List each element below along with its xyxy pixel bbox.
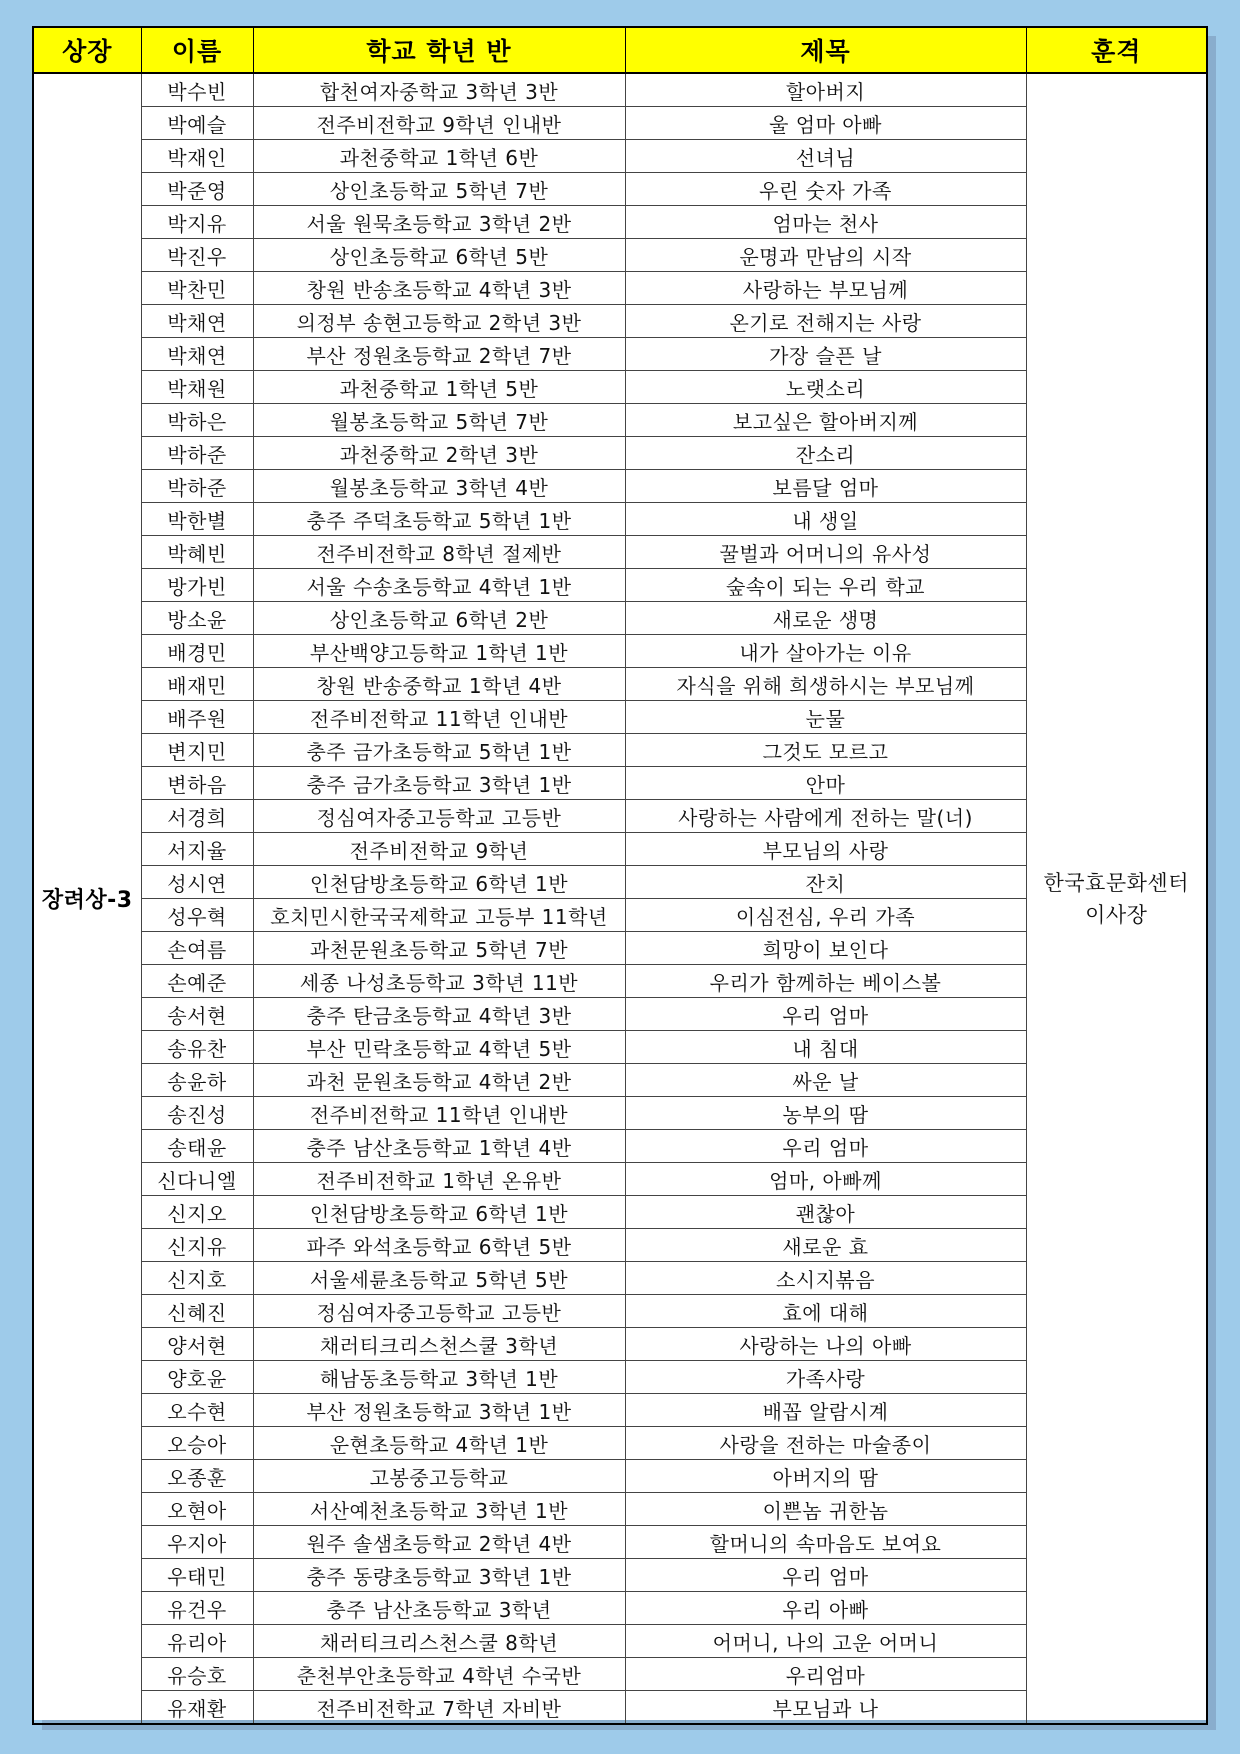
cell-school: 인천담방초등학교 6학년 1반 [253,1196,625,1229]
cell-name: 박진우 [141,239,253,272]
cell-title: 우리 엄마 [625,1559,1026,1592]
cell-school: 창원 반송초등학교 4학년 3반 [253,272,625,305]
cell-school: 전주비전학교 1학년 온유반 [253,1163,625,1196]
cell-school: 의정부 송현고등학교 2학년 3반 [253,305,625,338]
cell-name: 신혜진 [141,1295,253,1328]
cell-name: 오승아 [141,1427,253,1460]
cell-title: 보고싶은 할아버지께 [625,404,1026,437]
cell-name: 송태윤 [141,1130,253,1163]
cell-school: 정심여자중고등학교 고등반 [253,1295,625,1328]
cell-school: 정심여자중고등학교 고등반 [253,800,625,833]
cell-name: 배재민 [141,668,253,701]
cell-title: 배꼽 알람시계 [625,1394,1026,1427]
header-name: 이름 [141,27,253,73]
cell-school: 서울 원묵초등학교 3학년 2반 [253,206,625,239]
cell-name: 박채연 [141,305,253,338]
cell-name: 서경희 [141,800,253,833]
header-school: 학교 학년 반 [253,27,625,73]
cell-title: 온기로 전해지는 사랑 [625,305,1026,338]
table-body [33,73,1207,1724]
cell-school: 월봉초등학교 5학년 7반 [253,404,625,437]
cell-school: 원주 솔샘초등학교 2학년 4반 [253,1526,625,1559]
cell-name: 변하음 [141,767,253,800]
cell-name: 유건우 [141,1592,253,1625]
cell-name: 박준영 [141,173,253,206]
cell-school: 충주 금가초등학교 5학년 1반 [253,734,625,767]
cell-school: 부산 민락초등학교 4학년 5반 [253,1031,625,1064]
header-title: 제목 [625,27,1026,73]
cell-school: 인천담방초등학교 6학년 1반 [253,866,625,899]
cell-title: 숲속이 되는 우리 학교 [625,569,1026,602]
header-reviewer: 훈격 [1026,27,1207,73]
cell-school: 고봉중고등학교 [253,1460,625,1493]
cell-school: 충주 동량초등학교 3학년 1반 [253,1559,625,1592]
cell-title: 잔소리 [625,437,1026,470]
cell-name: 박하준 [141,437,253,470]
cell-name: 오종훈 [141,1460,253,1493]
cell-title: 할머니의 속마음도 보여요 [625,1526,1026,1559]
cell-school: 운현초등학교 4학년 1반 [253,1427,625,1460]
cell-name: 박지유 [141,206,253,239]
cell-title: 이심전심, 우리 가족 [625,899,1026,932]
cell-title: 부모님의 사랑 [625,833,1026,866]
cell-name: 양호윤 [141,1361,253,1394]
cell-school: 과천중학교 1학년 5반 [253,371,625,404]
cell-name: 송유찬 [141,1031,253,1064]
cell-school: 부산 정원초등학교 3학년 1반 [253,1394,625,1427]
cell-school: 월봉초등학교 3학년 4반 [253,470,625,503]
cell-title: 잔치 [625,866,1026,899]
cell-school: 호치민시한국국제학교 고등부 11학년 [253,899,625,932]
cell-school: 충주 남산초등학교 1학년 4반 [253,1130,625,1163]
cell-name: 신지호 [141,1262,253,1295]
cell-title: 가족사랑 [625,1361,1026,1394]
cell-school: 서산예천초등학교 3학년 1반 [253,1493,625,1526]
cell-name: 송윤하 [141,1064,253,1097]
cell-name: 송진성 [141,1097,253,1130]
cell-school: 서울 수송초등학교 4학년 1반 [253,569,625,602]
cell-title: 내 침대 [625,1031,1026,1064]
cell-school: 과천중학교 2학년 3반 [253,437,625,470]
cell-name: 오수현 [141,1394,253,1427]
award-label: 장려상-3 [33,73,141,1724]
cell-name: 방소윤 [141,602,253,635]
cell-name: 우지아 [141,1526,253,1559]
cell-name: 배경민 [141,635,253,668]
cell-title: 할아버지 [625,73,1026,107]
cell-school: 창원 반송중학교 1학년 4반 [253,668,625,701]
cell-title: 소시지볶음 [625,1262,1026,1295]
cell-title: 선녀님 [625,140,1026,173]
cell-title: 내 생일 [625,503,1026,536]
cell-school: 충주 남산초등학교 3학년 [253,1592,625,1625]
cell-name: 변지민 [141,734,253,767]
cell-title: 보름달 엄마 [625,470,1026,503]
cell-name: 손여름 [141,932,253,965]
cell-school: 충주 금가초등학교 3학년 1반 [253,767,625,800]
cell-name: 박예슬 [141,107,253,140]
cell-school: 부산 정원초등학교 2학년 7반 [253,338,625,371]
cell-title: 괜찮아 [625,1196,1026,1229]
reviewer-cell [1026,73,1207,1724]
cell-name: 성시연 [141,866,253,899]
cell-school: 과천중학교 1학년 6반 [253,140,625,173]
cell-title: 우리 엄마 [625,998,1026,1031]
cell-title: 우리가 함께하는 베이스볼 [625,965,1026,998]
cell-title: 농부의 땀 [625,1097,1026,1130]
cell-name: 유재환 [141,1691,253,1725]
cell-name: 오현아 [141,1493,253,1526]
table-row [33,73,1207,107]
cell-name: 성우혁 [141,899,253,932]
header-row [33,27,1207,73]
cell-name: 박한별 [141,503,253,536]
cell-title: 부모님과 나 [625,1691,1026,1725]
reviewer-line: 한국효문화센터 [1043,870,1189,895]
cell-school: 부산백양고등학교 1학년 1반 [253,635,625,668]
cell-name: 송서현 [141,998,253,1031]
cell-name: 박채원 [141,371,253,404]
cell-school: 합천여자중학교 3학년 3반 [253,73,625,107]
cell-title: 우린 숫자 가족 [625,173,1026,206]
cell-name: 손예준 [141,965,253,998]
cell-school: 과천 문원초등학교 4학년 2반 [253,1064,625,1097]
award-sheet [32,26,1206,1720]
cell-title: 노랫소리 [625,371,1026,404]
cell-name: 서지율 [141,833,253,866]
cell-title: 이쁜놈 귀한놈 [625,1493,1026,1526]
cell-title: 엄마, 아빠께 [625,1163,1026,1196]
cell-title: 우리 엄마 [625,1130,1026,1163]
cell-school: 파주 와석초등학교 6학년 5반 [253,1229,625,1262]
cell-school: 상인초등학교 6학년 2반 [253,602,625,635]
cell-title: 사랑하는 부모님께 [625,272,1026,305]
cell-school: 충주 탄금초등학교 4학년 3반 [253,998,625,1031]
cell-title: 우리엄마 [625,1658,1026,1691]
cell-title: 꿀벌과 어머니의 유사성 [625,536,1026,569]
cell-name: 박하은 [141,404,253,437]
cell-name: 신다니엘 [141,1163,253,1196]
cell-title: 운명과 만남의 시작 [625,239,1026,272]
cell-title: 희망이 보인다 [625,932,1026,965]
cell-school: 상인초등학교 5학년 7반 [253,173,625,206]
cell-title: 싸운 날 [625,1064,1026,1097]
cell-name: 신지유 [141,1229,253,1262]
cell-school: 전주비전학교 9학년 인내반 [253,107,625,140]
cell-title: 엄마는 천사 [625,206,1026,239]
cell-title: 새로운 생명 [625,602,1026,635]
cell-school: 해남동초등학교 3학년 1반 [253,1361,625,1394]
cell-title: 우리 아빠 [625,1592,1026,1625]
cell-title: 사랑하는 사람에게 전하는 말(너) [625,800,1026,833]
cell-name: 박찬민 [141,272,253,305]
cell-school: 채러티크리스천스쿨 3학년 [253,1328,625,1361]
header-award: 상장 [33,27,141,73]
cell-name: 방가빈 [141,569,253,602]
cell-school: 전주비전학교 9학년 [253,833,625,866]
cell-title: 효에 대해 [625,1295,1026,1328]
cell-name: 박채연 [141,338,253,371]
cell-title: 자식을 위해 희생하시는 부모님께 [625,668,1026,701]
cell-title: 어머니, 나의 고운 어머니 [625,1625,1026,1658]
cell-title: 아버지의 땀 [625,1460,1026,1493]
cell-title: 울 엄마 아빠 [625,107,1026,140]
cell-name: 우태민 [141,1559,253,1592]
cell-title: 안마 [625,767,1026,800]
cell-title: 사랑을 전하는 마술종이 [625,1427,1026,1460]
cell-name: 박수빈 [141,73,253,107]
cell-school: 충주 주덕초등학교 5학년 1반 [253,503,625,536]
cell-name: 양서현 [141,1328,253,1361]
cell-name: 유리아 [141,1625,253,1658]
cell-title: 사랑하는 나의 아빠 [625,1328,1026,1361]
reviewer-line: 이사장 [1085,902,1148,927]
cell-school: 과천문원초등학교 5학년 7반 [253,932,625,965]
cell-title: 내가 살아가는 이유 [625,635,1026,668]
cell-title: 눈물 [625,701,1026,734]
cell-name: 박재인 [141,140,253,173]
cell-school: 상인초등학교 6학년 5반 [253,239,625,272]
award-table [32,26,1208,1725]
cell-name: 유승호 [141,1658,253,1691]
cell-school: 전주비전학교 8학년 절제반 [253,536,625,569]
cell-school: 춘천부안초등학교 4학년 수국반 [253,1658,625,1691]
cell-name: 신지오 [141,1196,253,1229]
cell-school: 서울세륜초등학교 5학년 5반 [253,1262,625,1295]
cell-school: 세종 나성초등학교 3학년 11반 [253,965,625,998]
cell-name: 박하준 [141,470,253,503]
cell-school: 채러티크리스천스쿨 8학년 [253,1625,625,1658]
cell-school: 전주비전학교 11학년 인내반 [253,1097,625,1130]
cell-title: 새로운 효 [625,1229,1026,1262]
cell-title: 가장 슬픈 날 [625,338,1026,371]
cell-name: 박혜빈 [141,536,253,569]
cell-school: 전주비전학교 7학년 자비반 [253,1691,625,1725]
cell-name: 배주원 [141,701,253,734]
cell-school: 전주비전학교 11학년 인내반 [253,701,625,734]
cell-title: 그것도 모르고 [625,734,1026,767]
